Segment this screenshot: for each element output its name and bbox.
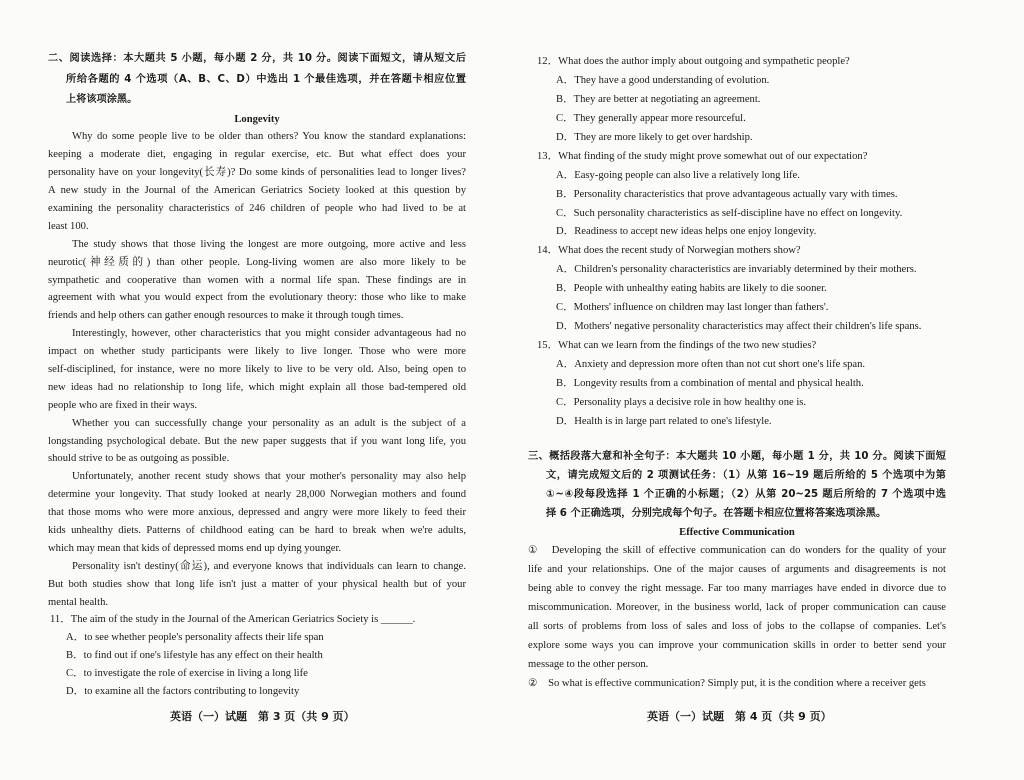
passage-line: kids unhealthy diets. Patterns of childhood eating can be hard to break when we're adults, (48, 524, 466, 536)
passage-line: neurotic(神经质的) than other people. Long-living women are also more likely to be (48, 256, 466, 268)
passage-line: miscommunication. Moreover, in the business world, lack of proper communication can cause (528, 602, 946, 614)
passage-line: being able to convey the right message. Far too many marriages have ended in divorce due to (528, 583, 946, 595)
answer-option: C．Such personality characteristics as self-discipline have no effect on longevity. (556, 207, 903, 219)
page-footer-3: 英语（一）试题 第 3 页（共 9 页） (170, 710, 355, 723)
answer-option: C．Mothers' influence on children may last longer than fathers'. (556, 302, 829, 314)
answer-option: A．Easy-going people can also live a relatively long life. (556, 169, 800, 181)
passage-line: message to the other person. (528, 658, 649, 670)
question-stem: 11．The aim of the study in the Journal of the American Geriatrics Society is ______. (50, 614, 416, 626)
passage-line: people who are fixed in their ways. (48, 399, 198, 411)
section-instructions-line: 二、阅读选择：本大题共 5 小题，每小题 2 分，共 10 分。阅读下面短文，请从短文后 (48, 53, 466, 64)
passage-line: self-disciplined, for instance, were no more likely to live to be very old. Also, being open to (48, 363, 466, 375)
question-stem: 14．What does the recent study of Norwegian mothers show? (537, 245, 801, 257)
passage-line: which may mean that kids of depressed moms end up dying younger. (48, 542, 342, 554)
passage-line: impact on whether study participants were likely to live longer. Those who were more (48, 346, 466, 358)
section-instructions-line: 文，请完成短文后的 2 项测试任务：（1）从第 16~19 题后所给的 5 个选项中为第 (546, 469, 946, 481)
passage-line: determine your longevity. That study looked at nearly 28,000 Norwegian mothers and found (48, 489, 466, 501)
passage-line: But both studies show that long life isn't just a matter of your physical health but of your (48, 578, 466, 590)
passage-line: A new study in the Journal of the American Geriatrics Society looked at this question by (48, 185, 466, 197)
answer-option: B．to find out if one's lifestyle has any effect on their health (66, 650, 323, 662)
answer-option: B．Longevity results from a combination of mental and physical health. (556, 377, 864, 389)
section-instructions-line: ①~④段每段选择 1 个正确的小标题；（2）从第 20~25 题后所给的 7 个选项中选 (546, 488, 946, 500)
answer-option: D．Readiness to accept new ideas helps one enjoy longevity. (556, 226, 817, 238)
answer-option: A．Children's personality characteristics are invariably determined by their mothers. (556, 264, 917, 276)
answer-option: A．They have a good understanding of evolution. (556, 74, 770, 86)
right-page-section-three (528, 448, 946, 694)
answer-option: B．They are better at negotiating an agreement. (556, 93, 761, 105)
section-instructions-line: 上将该项涂黑。 (66, 94, 138, 105)
passage-line: The study shows that those living the longest are more outgoing, more active and less (72, 238, 466, 250)
answer-option: D．They are more likely to get over hardship. (556, 131, 753, 143)
answer-option: D．to examine all the factors contributing to longevity (66, 686, 300, 697)
passage-line: new ideas had no relationship to long life, which might explain all those bad-tempered old (48, 381, 466, 393)
passage-line: longstanding psychological debate. But the new paper suggests that if you want long life, you (48, 435, 466, 447)
answer-option: A．to see whether people's personality affects their life span (66, 632, 324, 644)
passage-line: Personality isn't destiny(命运), and everyone knows that individuals can learn to change. (72, 560, 466, 572)
right-page-questions (528, 53, 946, 432)
passage-line: least 100. (48, 220, 89, 232)
answer-option: B．People with unhealthy eating habits are likely to die sooner. (556, 283, 827, 295)
passage-line: Unfortunately, another recent study shows that your mother's personality may also help (72, 471, 466, 483)
answer-option: D．Health is in large part related to one's lifestyle. (556, 415, 772, 427)
question-stem: 12．What does the author imply about outgoing and sympathetic people? (537, 56, 850, 67)
passage-line: friends and help others can gather enough resources to make it through tough times. (48, 310, 404, 322)
passage-line: agreement with what you would expect from the evolutionary theory: those who like to make (48, 292, 466, 304)
passage-line: explore some ways you can improve your communication skills in order to better send your (528, 639, 946, 651)
question-stem: 13．What finding of the study might prove somewhat out of our expectation? (537, 150, 868, 162)
passage-line: Interestingly, however, other characteristics that you might consider advantageous had no (72, 328, 466, 340)
answer-option: C．They generally appear more resourceful. (556, 112, 746, 124)
passage-line: should strive to be as outgoing as possible. (48, 453, 230, 465)
passage-line: Whether you can successfully change your personality as an adult is the subject of a (72, 417, 466, 429)
left-page-column (48, 49, 466, 701)
answer-option: C．Personality plays a decisive role in how healthy one is. (556, 396, 807, 408)
passage-line: life and your relationships. One of the major causes of arguments and disagreements is not (528, 564, 946, 576)
passage-line: mental health. (48, 596, 109, 608)
question-stem: 15．What can we learn from the findings of the two new studies? (537, 340, 817, 352)
passage-line: ② So what is effective communication? Simply put, it is the condition where a receiver gets (528, 677, 926, 689)
passage-line: keeping a moderate diet, engaging in regular exercise, etc. But what effect does your (48, 149, 466, 161)
answer-option: B．Personality characteristics that prove advantageous actually vary with times. (556, 188, 898, 200)
passage-title: Effective Communication (679, 526, 795, 538)
answer-option: D．Mothers' negative personality characteristics may affect their children's life spans. (556, 321, 922, 333)
section-instructions-line: 所给各题的 4 个选项（A、B、C、D）中选出 1 个最佳选项，并在答题卡相应位置 (66, 73, 466, 85)
passage-line: ① Developing the skill of effective communication can do wonders for the quality of your (528, 545, 946, 557)
answer-option: A．Anxiety and depression more often than not cut short one's life span. (556, 359, 866, 370)
passage-line: Why do some people live to be older than others? You know the standard explanations: (72, 131, 466, 143)
passage-line: sympathetic and cooperative than women with a normal life span. These findings are in (48, 274, 466, 286)
answer-option: C．to investigate the role of exercise in living a long life (66, 668, 308, 680)
section-instructions-line: 择 6 个正确选项，分别完成每个句子。在答题卡相应位置将答案选项涂黑。 (546, 507, 887, 519)
passage-title: Longevity (234, 113, 280, 125)
passage-line: examining the personality characteristics of 246 children of people who had lived to be at (48, 202, 466, 214)
passage-line: that those moms who were more anxious, depressed and angry were more likely to feed their (48, 507, 466, 519)
passage-line: personality have on your longevity(长寿)? Do some kinds of personalities lead to longer lives? (48, 167, 466, 179)
passage-line: all sorts of problems from loss of sales and loss of jobs to the collapse of companies. Let's (528, 621, 946, 633)
page-footer-4: 英语（一）试题 第 4 页（共 9 页） (647, 710, 832, 723)
section-instructions-line: 三、概括段落大意和补全句子：本大题共 10 小题，每小题 1 分，共 10 分。阅读下面短 (528, 451, 946, 462)
